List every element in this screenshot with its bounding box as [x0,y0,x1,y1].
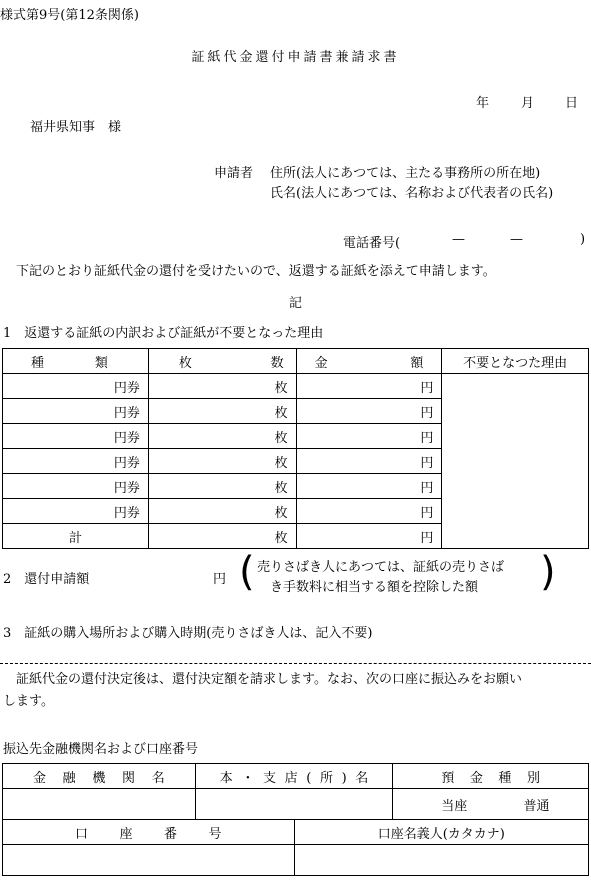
section-2-yen: 円 [213,572,227,587]
row-count-cell[interactable]: 枚 [148,449,296,474]
total-amount-cell[interactable]: 円 [296,524,442,549]
account-header-row [3,820,589,845]
row-type-cell[interactable]: 円券 [3,499,149,524]
row-count-cell[interactable]: 枚 [148,374,296,399]
total-label-cell: 計 [3,524,149,549]
deposit-current-option[interactable]: 当座 [441,798,468,814]
section-2-note-line-1: 売りさばき人にあつては、証紙の売りさば [257,560,505,575]
intro-text: 下記のとおり証紙代金の還付を受けたいので、返還する証紙を添えて申請します。 [16,264,496,279]
stamp-breakdown-table [2,348,589,549]
date-month: 月 [521,96,535,111]
row-count-cell[interactable]: 枚 [148,424,296,449]
reason-cell[interactable] [442,374,589,549]
header-count: 枚数 [178,355,284,371]
request-text-line-2: します。 [3,694,54,709]
section-2-heading: 2 還付申請額 [3,572,90,587]
row-count-cell[interactable]: 枚 [148,399,296,424]
total-count-cell[interactable]: 枚 [148,524,296,549]
header-amount: 金額 [314,355,424,371]
branch-field[interactable] [195,789,393,820]
row-amount-cell[interactable]: 円 [296,374,442,399]
table-header-row [3,349,589,374]
row-amount-cell[interactable]: 円 [296,399,442,424]
deposit-type-field[interactable] [393,789,589,820]
section-3-heading: 3 証紙の購入場所および購入時期(売りさばき人は、記入不要) [3,626,373,641]
row-count-cell[interactable]: 枚 [148,474,296,499]
section-1-heading: 1 返還する証紙の内訳および証紙が不要となった理由 [3,326,324,341]
date-day: 日 [565,96,579,111]
phone-dash-1: — [452,232,465,247]
bank-account-table [2,763,589,876]
header-account-number: 口座番号 [75,826,222,842]
table-row [3,374,589,399]
account-number-field[interactable] [3,845,295,876]
phone-dash-2: — [510,232,523,247]
section-2-note-line-2: き手数料に相当する額を控除した額 [270,580,479,595]
request-text-line-1: 証紙代金の還付決定後は、還付決定額を請求します。なお、次の口座に振込みをお願い [16,672,522,687]
phone-close: ) [580,232,586,247]
row-count-cell[interactable]: 枚 [148,499,296,524]
left-bracket: ( [239,549,255,595]
header-type: 種類 [31,355,108,371]
bank-header-row [3,764,589,789]
applicant-address: 住所(法人にあつては、主たる事務所の所在地) [270,166,541,181]
row-type-cell[interactable]: 円券 [3,449,149,474]
header-institution: 金融機関名 [33,770,165,786]
row-amount-cell[interactable]: 円 [296,499,442,524]
right-bracket: ) [540,549,556,595]
row-amount-cell[interactable]: 円 [296,449,442,474]
ki-label: 記 [288,296,302,311]
account-holder-field[interactable] [294,845,588,876]
row-type-cell[interactable]: 円券 [3,399,149,424]
applicant-name: 氏名(法人にあつては、名称および代表者の氏名) [270,186,554,201]
account-value-row [3,845,589,876]
date-year: 年 [476,96,490,111]
row-amount-cell[interactable]: 円 [296,474,442,499]
header-account-holder: 口座名義人(カタカナ) [377,826,505,842]
form-number: 様式第9号(第12条関係) [0,8,139,23]
header-reason: 不要となつた理由 [463,355,568,371]
row-type-cell[interactable]: 円券 [3,374,149,399]
row-type-cell[interactable]: 円券 [3,424,149,449]
institution-field[interactable] [3,789,196,820]
bank-heading: 振込先金融機関名および口座番号 [3,742,199,757]
addressee: 福井県知事 様 [30,120,122,135]
cut-line-divider [0,663,591,664]
bank-value-row [3,789,589,820]
deposit-ordinary-option[interactable]: 普通 [523,798,550,814]
header-deposit-type: 預金種別 [441,770,540,786]
page-title: 証紙代金還付申請書兼請求書 [191,50,400,65]
phone-label: 電話番号( [343,236,401,251]
row-amount-cell[interactable]: 円 [296,424,442,449]
applicant-label: 申請者 [214,166,254,181]
row-type-cell[interactable]: 円券 [3,474,149,499]
header-branch: 本・支店(所)名 [219,770,369,786]
